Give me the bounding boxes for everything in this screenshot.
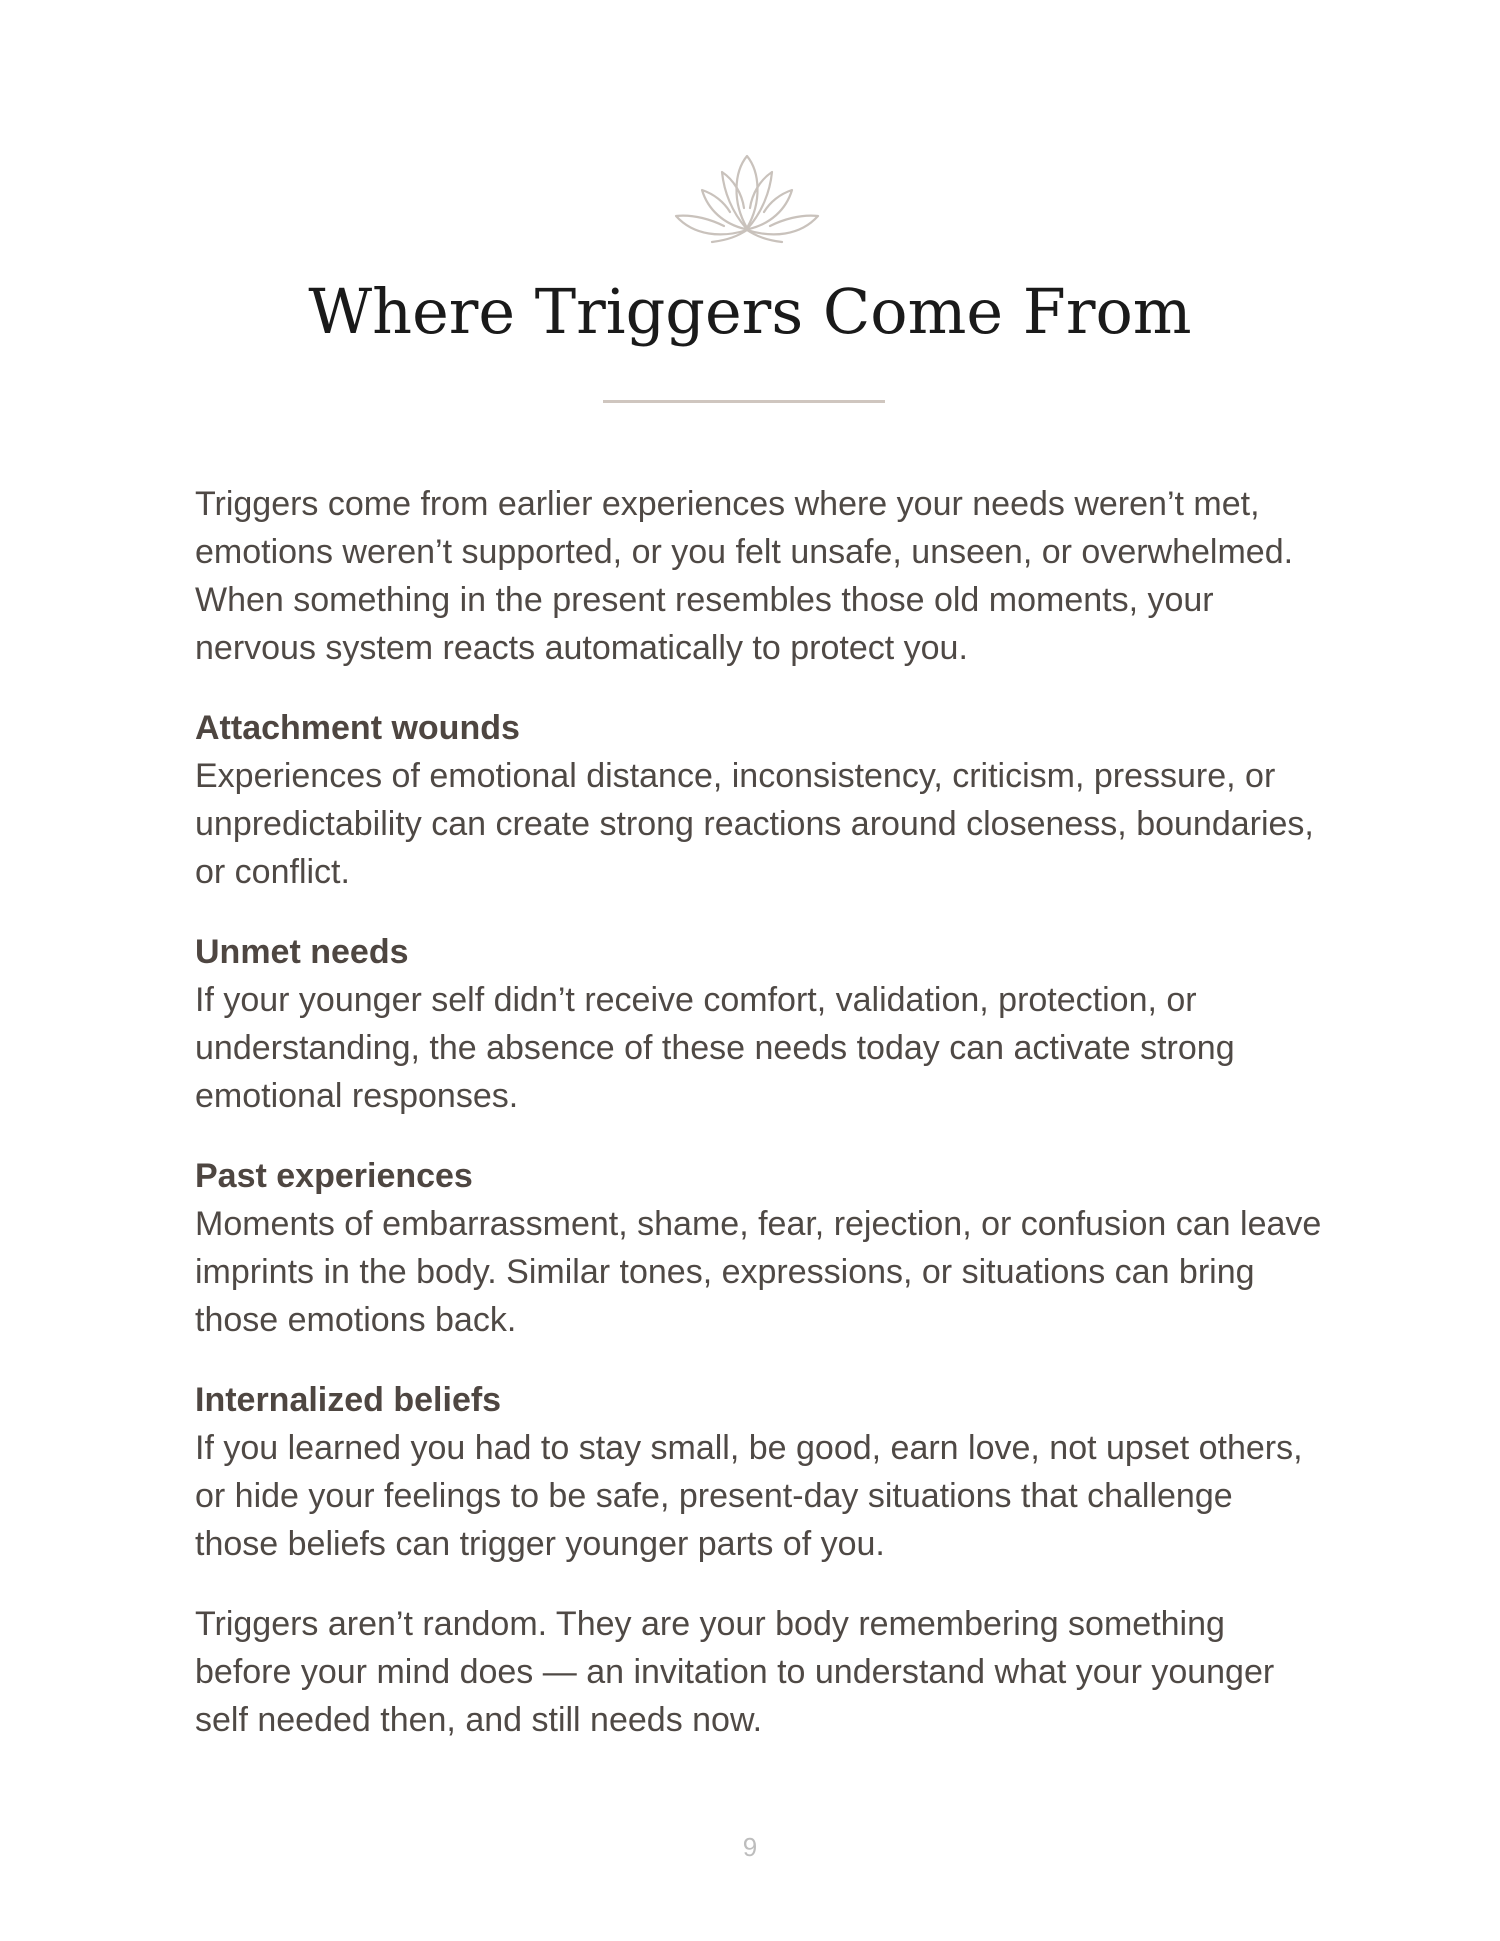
section-text: Moments of embarrassment, shame, fear, rejection, or confusion can leave imprints in the body. Similar tones, expressions, or situations can bring those emotions back. (195, 1205, 1322, 1339)
document-body (195, 480, 1325, 1776)
section-heading: Internalized beliefs (195, 1381, 502, 1419)
page-title: Where Triggers Come From (308, 275, 1192, 348)
section-text: If you learned you had to stay small, be good, earn love, not upset others, or hide your feelings to be safe, present-day situations that challenge those beliefs can trigger younger parts of you. (195, 1429, 1303, 1563)
closing-paragraph: Triggers aren’t random. They are your body remembering something before your mind does — an invitation to understand what your younger self needed then, and still needs now. (195, 1605, 1275, 1739)
title-divider (603, 400, 885, 403)
section-unmet-needs (195, 928, 1325, 1120)
page-number: 9 (742, 1832, 758, 1862)
section-heading: Attachment wounds (195, 709, 520, 747)
lotus-icon (672, 150, 822, 250)
intro-paragraph: Triggers come from earlier experiences where your needs weren’t met, emotions weren’t supported, or you felt unsafe, unseen, or overwhelmed. When something in the present resembles those old moments, your nervous system reacts automatically to protect you. (195, 485, 1294, 667)
section-heading: Unmet needs (195, 933, 409, 971)
section-attachment-wounds (195, 704, 1325, 896)
section-past-experiences (195, 1152, 1325, 1344)
section-internalized-beliefs (195, 1376, 1325, 1568)
section-text: Experiences of emotional distance, inconsistency, criticism, pressure, or unpredictability can create strong reactions around closeness, boundaries, or conflict. (195, 757, 1314, 891)
section-text: If your younger self didn’t receive comfort, validation, protection, or understanding, the absence of these needs today can activate strong emotional responses. (195, 981, 1235, 1115)
section-heading: Past experiences (195, 1157, 473, 1195)
